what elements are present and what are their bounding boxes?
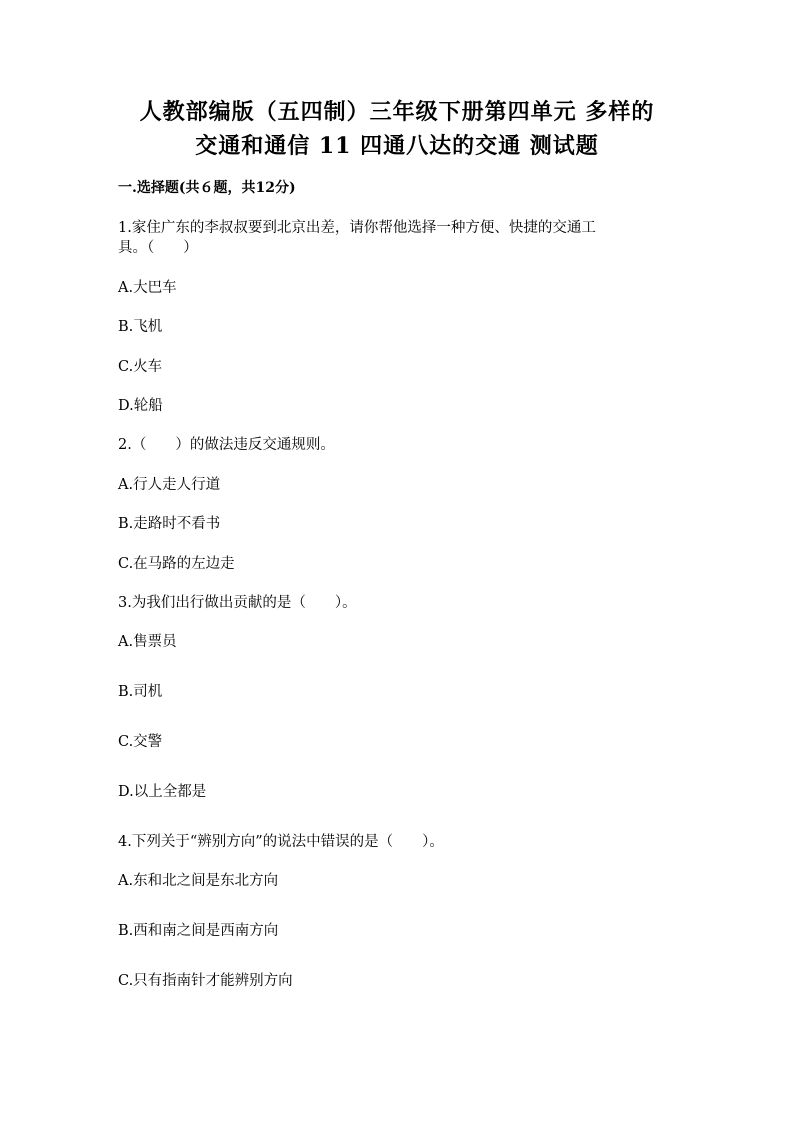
question-2-stem: 2.（ ）的做法违反交通规则。 [118, 437, 335, 453]
question-4-option-b: B.西和南之间是西南方向 [118, 923, 279, 939]
question-2-option-b: B.走路时不看书 [118, 516, 221, 532]
question-1-option-b: B.飞机 [118, 319, 163, 335]
question-2-option-c: C.在马路的左边走 [118, 556, 235, 572]
question-1-option-d: D.轮船 [118, 398, 163, 414]
question-1-stem-line-2: 具。（ ） [118, 240, 198, 256]
section-heading: 一.选择题(共６题，共12分) [118, 180, 296, 196]
question-4-option-a: A.东和北之间是东北方向 [118, 873, 279, 889]
question-3-stem: 3.为我们出行做出贡献的是（ ）。 [118, 595, 357, 611]
question-1-stem-line-1: 1.家住广东的李叔叔要到北京出差，请你帮他选择一种方便、快捷的交通工 [118, 220, 596, 236]
question-3-option-c: C.交警 [118, 734, 163, 750]
question-1-option-c: C.火车 [118, 359, 163, 375]
question-1-option-a: A.大巴车 [118, 280, 177, 296]
document-title-line-2: 交通和通信 11 四通八达的交通 测试题 [195, 133, 599, 159]
document-title-line-1: 人教部编版（五四制）三年级下册第四单元 多样的 [139, 99, 655, 125]
question-3-option-d: D.以上全都是 [118, 784, 207, 800]
question-3-option-a: A.售票员 [118, 634, 177, 650]
question-4-option-c: C.只有指南针才能辨别方向 [118, 973, 293, 989]
question-2-option-a: A.行人走人行道 [118, 477, 221, 493]
question-3-option-b: B.司机 [118, 684, 163, 700]
question-4-stem: 4.下列关于“辨别方向”的说法中错误的是（ ）。 [118, 834, 444, 850]
